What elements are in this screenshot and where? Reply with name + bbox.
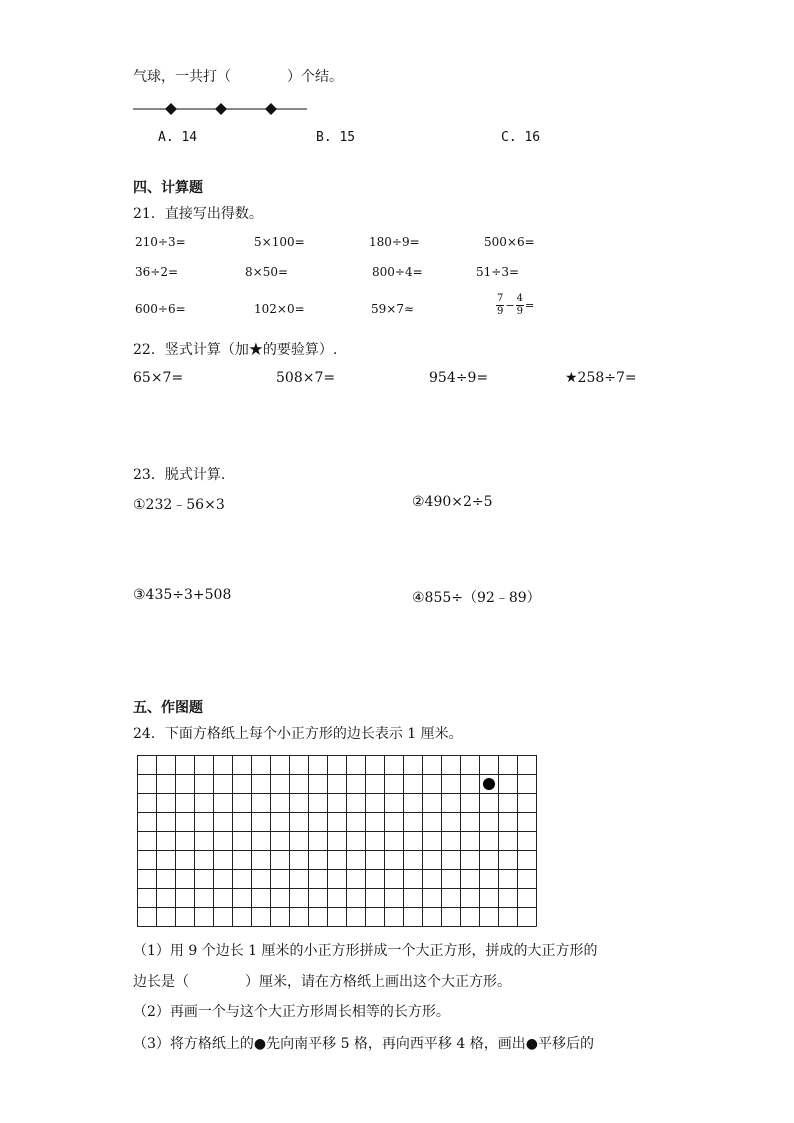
question-22-title: 22．竖式计算（加★的要验算）. <box>133 342 338 358</box>
question-24-part-1-line-1: （1）用 9 个边长 1 厘米的小正方形拼成一个大正方形，拼成的大正方形的 <box>133 943 598 959</box>
oral-calc-item: 600÷6= <box>135 302 186 316</box>
oral-calc-item: 180÷9= <box>369 235 420 249</box>
grid-paper[interactable] <box>137 755 537 927</box>
oral-calc-item: 5×100= <box>254 235 305 249</box>
fraction-a-numerator: 7 <box>497 293 504 304</box>
fraction-operator: − <box>505 299 515 312</box>
stepwise-calc-item: ③435÷3+508 <box>133 587 232 603</box>
oral-calc-item: 500×6= <box>484 235 535 249</box>
question-23-title: 23．脱式计算. <box>133 467 226 483</box>
stepwise-calc-item: ②490×2÷5 <box>412 494 493 510</box>
section-5-title: 五、作图题 <box>133 700 203 716</box>
section-4-title: 四、计算题 <box>133 180 203 196</box>
question-24-title: 24．下面方格纸上每个小正方形的边长表示 1 厘米。 <box>133 726 463 742</box>
knot-diamond-3 <box>265 103 277 115</box>
vertical-calc-item: ★258÷7= <box>565 370 637 386</box>
fraction-b <box>516 293 524 318</box>
oral-calc-item: 8×50= <box>245 265 289 279</box>
question-21-title: 21．直接写出得数。 <box>133 206 263 222</box>
question-24-part-1-line-2: 边长是（ ）厘米，请在方格纸上画出这个大正方形。 <box>133 974 511 990</box>
oral-calc-item: 210÷3= <box>135 235 186 249</box>
oral-calc-item: 51÷3= <box>476 265 520 279</box>
stepwise-calc-item: ④855÷（92﹣89） <box>412 590 541 606</box>
fraction-b-denominator: 9 <box>516 306 523 317</box>
fraction-b-numerator: 4 <box>516 293 523 304</box>
fraction-a-denominator: 9 <box>497 306 504 317</box>
vertical-calc-item: 508×7= <box>276 370 336 386</box>
question-24-part-2: （2）再画一个与这个大正方形周长相等的长方形。 <box>133 1004 450 1020</box>
option-a[interactable]: A. 14 <box>158 130 198 145</box>
oral-calc-item: 36÷2= <box>135 265 179 279</box>
vertical-calc-item: 65×7= <box>133 370 184 386</box>
question-20-tail: 气球，一共打（ ）个结。 <box>133 69 343 85</box>
knotted-string-figure <box>133 100 313 118</box>
fraction-expression <box>496 293 534 318</box>
fraction-equals: = <box>524 299 535 312</box>
grid-dot <box>483 778 495 790</box>
oral-calc-item: 800÷4= <box>372 265 423 279</box>
fraction-a <box>496 293 504 318</box>
oral-calc-item: 102×0= <box>254 302 305 316</box>
stepwise-calc-item: ①232﹣56×3 <box>133 497 225 513</box>
oral-calc-item: 59×7≈ <box>371 302 415 316</box>
vertical-calc-item: 954÷9= <box>429 370 489 386</box>
knot-diamond-1 <box>165 103 177 115</box>
knot-diamond-2 <box>215 103 227 115</box>
option-c[interactable]: C. 16 <box>501 130 541 145</box>
question-24-part-3: （3）将方格纸上的●先向南平移 5 格，再向西平移 4 格，画出●平移后的 <box>133 1036 594 1052</box>
option-b[interactable]: B. 15 <box>316 130 356 145</box>
